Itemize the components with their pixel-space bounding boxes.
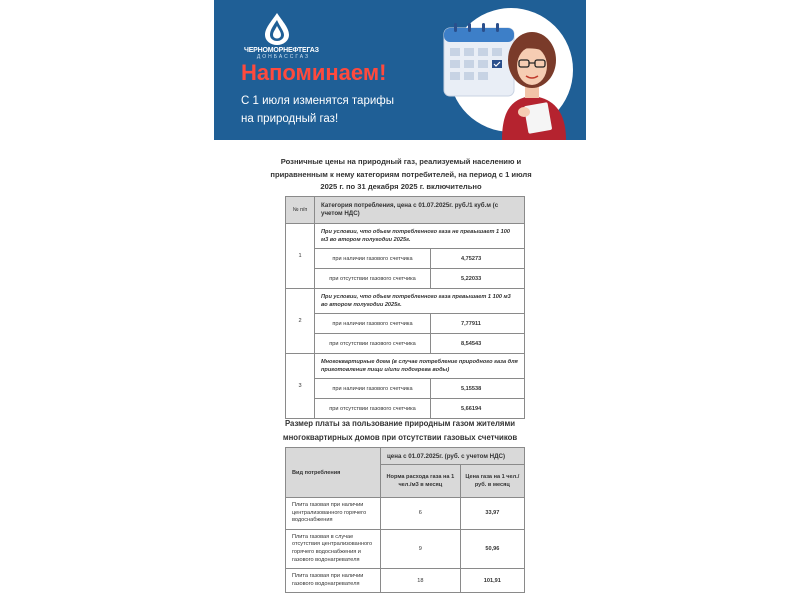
- flat-rate-heading: Размер платы за пользование природным газом жителями многоквартирных домов при отсутствии газовых счетчиков: [282, 419, 518, 442]
- price-value: 5,66194: [431, 399, 525, 419]
- price-value: 5,15538: [431, 379, 525, 399]
- price-value: 5,22033: [431, 269, 525, 289]
- price-value: 7,77911: [431, 314, 525, 334]
- meter-label: при наличии газового счетчика: [315, 314, 431, 334]
- row-index: 3: [286, 354, 315, 419]
- price-value: 8,54543: [431, 334, 525, 354]
- logo-name: ЧЕРНОМОРНЕФТЕГАЗ: [244, 47, 319, 54]
- table-row: [286, 529, 525, 568]
- column-header-rate: Цена газа на 1 чел./руб. в месяц: [460, 465, 524, 498]
- table-header-row: [286, 448, 525, 465]
- rate-value: 50,96: [460, 529, 524, 568]
- column-header-type: Вид потребления: [286, 448, 381, 498]
- calendar-woman-illustration: [406, 0, 586, 140]
- meter-label: при отсутствии газового счетчика: [315, 399, 431, 419]
- table-row: [286, 249, 525, 269]
- retail-prices-table: [285, 196, 525, 419]
- condition-cell: Многоквартирные дома (в случае потребление природного газа для приготовления пищи и/или подогрева воды): [315, 354, 525, 379]
- column-header-category: Категория потребления, цена с 01.07.2025г. руб./1 куб.м (с учетом НДС): [315, 197, 525, 224]
- price-value: 4,75273: [431, 249, 525, 269]
- condition-cell: При условии, что объем потребленного газа не превышает 1 100 м3 во втором полугодии 2025г.: [315, 224, 525, 249]
- meter-label: при наличии газового счетчика: [315, 379, 431, 399]
- norm-value: 18: [381, 569, 461, 593]
- table-row: [286, 289, 525, 314]
- rate-value: 101,91: [460, 569, 524, 593]
- rate-value: 33,97: [460, 498, 524, 530]
- table-row: [286, 314, 525, 334]
- consumption-type: Плита газовая при наличии газового водонагревателя: [286, 569, 381, 593]
- company-logo: [244, 12, 319, 60]
- column-header-price: цена с 01.07.2025г. (руб. с учетом НДС): [381, 448, 525, 465]
- norm-value: 9: [381, 529, 461, 568]
- logo-subtitle: ДОНБАССГАЗ: [256, 54, 310, 60]
- row-index: 2: [286, 289, 315, 354]
- consumption-type: Плита газовая при наличии централизованного горячего водоснабжения: [286, 498, 381, 530]
- row-index: 1: [286, 224, 315, 289]
- headline: Напоминаем!: [241, 60, 387, 85]
- column-header-norm: Норма расхода газа на 1 чел./м3 в месяц: [381, 465, 461, 498]
- table-row: [286, 379, 525, 399]
- retail-prices-heading: Розничные цены на природный газ, реализуемый населению и приравненным к нему категориям потребителей, на период с 1 июля 2025 г. по 31 декабря 2025 г. включительно: [270, 157, 532, 191]
- subheadline-line-2: на природный газ!: [241, 113, 339, 125]
- subheadline-line-1: С 1 июля изменятся тарифы: [241, 95, 394, 107]
- table-row: [286, 569, 525, 593]
- meter-label: при отсутствии газового счетчика: [315, 334, 431, 354]
- norm-value: 6: [381, 498, 461, 530]
- table-row: [286, 334, 525, 354]
- flat-rate-table: [285, 447, 525, 593]
- table-header-row: [286, 197, 525, 224]
- condition-cell: При условии, что объем потребленного газа превышает 1 100 м3 во втором полугодии 2025г.: [315, 289, 525, 314]
- table-row: [286, 498, 525, 530]
- consumption-type: Плита газовая в случае отсутствия централизованного горячего водоснабжения и газового водонагревателя: [286, 529, 381, 568]
- table-row: [286, 269, 525, 289]
- meter-label: при отсутствии газового счетчика: [315, 269, 431, 289]
- column-header-number: № п/п: [286, 197, 315, 224]
- reminder-banner: [214, 0, 586, 140]
- gas-drop-icon: [262, 12, 292, 46]
- table-row: [286, 224, 525, 249]
- table-row: [286, 399, 525, 419]
- meter-label: при наличии газового счетчика: [315, 249, 431, 269]
- table-row: [286, 354, 525, 379]
- calendar-icon: [444, 23, 514, 96]
